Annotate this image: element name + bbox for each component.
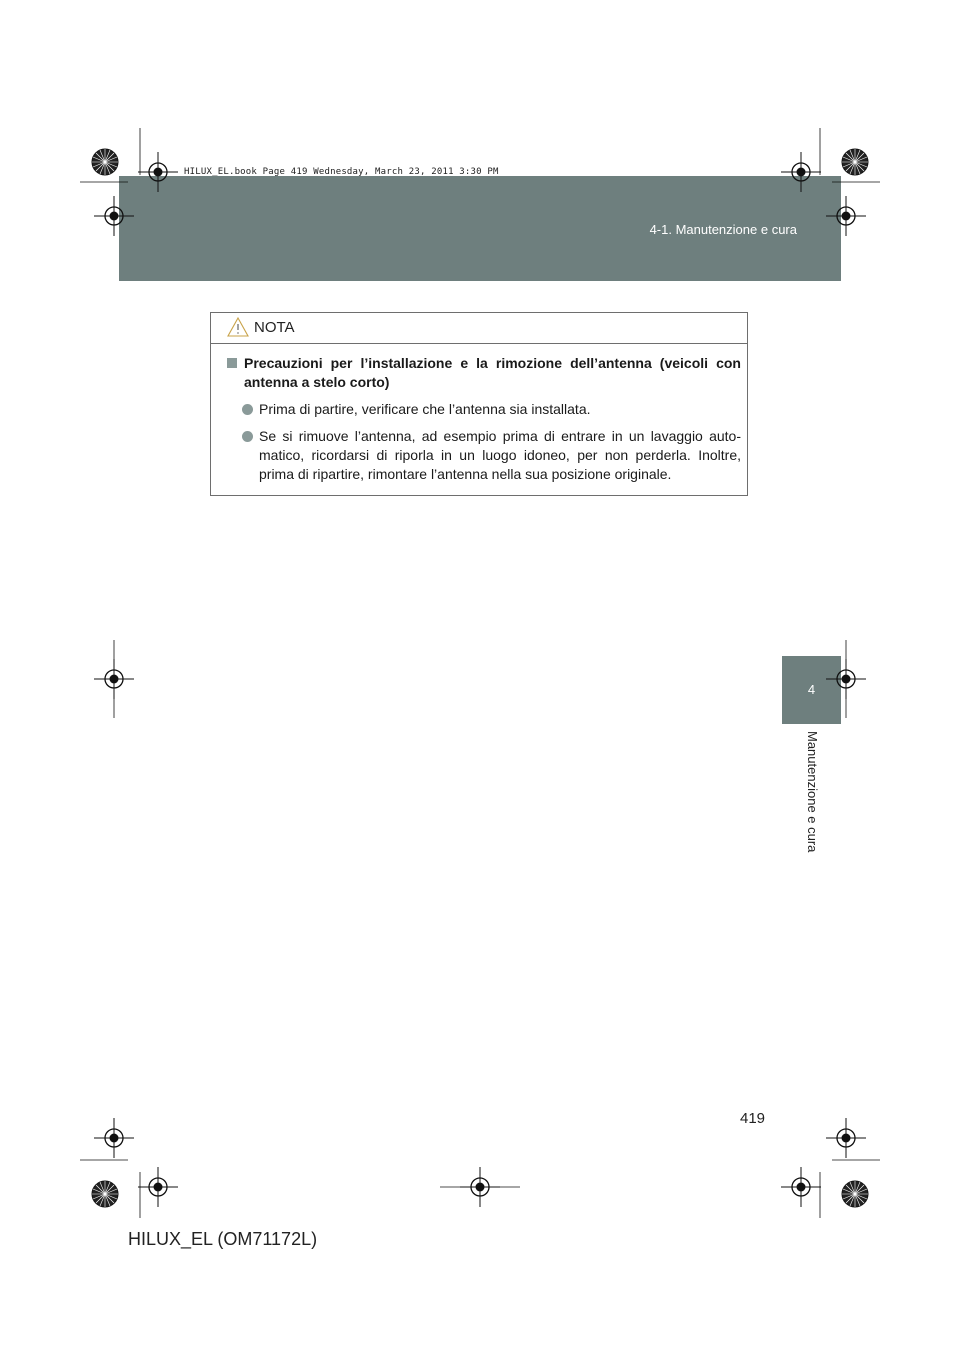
- circle-bullet-icon: [242, 404, 253, 415]
- note-title: NOTA: [254, 319, 295, 336]
- list-item: [227, 427, 741, 484]
- note-header: [211, 313, 747, 344]
- chapter-tab: [782, 656, 841, 724]
- page-number: 419: [740, 1110, 766, 1127]
- list-item-text: Prima di partire, verificare che l’antenna sia installata.: [259, 401, 591, 417]
- note-heading-text: Precauzioni per l’installazione e la rimozione dell’antenna (veicoli con antenna a stelo corto): [244, 355, 741, 390]
- header-band: [119, 176, 841, 281]
- chapter-number: 4: [807, 682, 816, 697]
- footer-model: HILUX_EL (OM71172L): [128, 1229, 318, 1249]
- list-item-text: Se si rimuove l’antenna, ad esempio prima di entrare in un lavaggio auto-matico, ricordarsi di riporla in un luogo idoneo, per non perderla. Inoltre, prima di ripartire, rimontare l’antenna nella sua posizione originale.: [259, 428, 741, 482]
- note-heading: [227, 354, 741, 392]
- chapter-label-text: Manutenzione e cura: [805, 731, 820, 853]
- list-item: [227, 400, 741, 419]
- note-body: [211, 344, 747, 484]
- circle-bullet-icon: [242, 431, 253, 442]
- square-bullet-icon: [227, 358, 237, 368]
- book-meta: HILUX_EL.book Page 419 Wednesday, March 23, 2011 3:30 PM: [184, 167, 499, 177]
- section-title: 4-1. Manutenzione e cura: [649, 222, 797, 237]
- chapter-label: [804, 731, 820, 871]
- note-box: [210, 312, 748, 496]
- warning-triangle-icon: [227, 317, 249, 337]
